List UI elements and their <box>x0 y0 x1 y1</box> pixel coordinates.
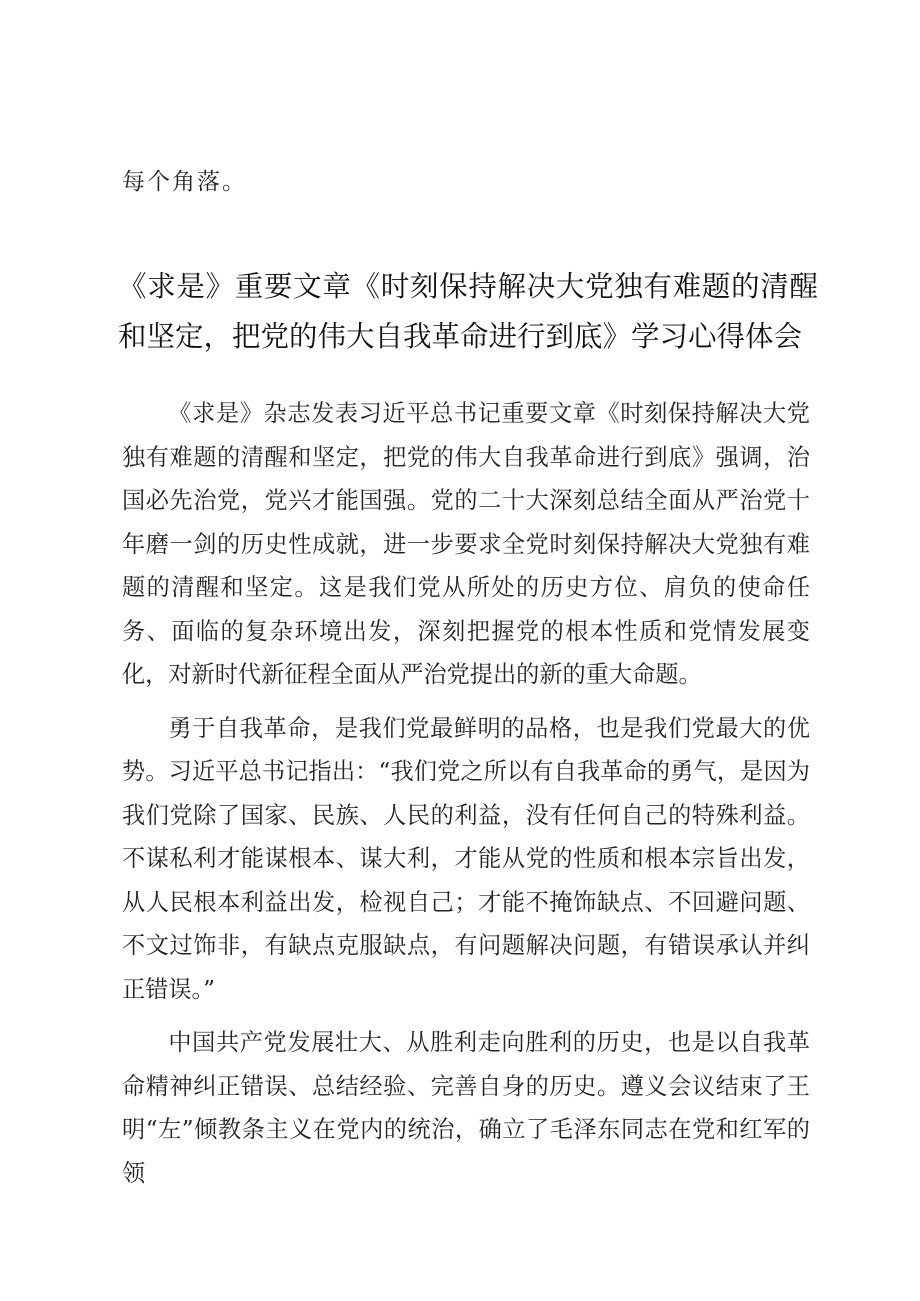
paragraph-3: 中国共产党发展壮大、从胜利走向胜利的历史，也是以自我革命精神纠正错误、总结经验、完善自身的历史。遵义会议结束了王明“左”倾教条主义在党内的统治，确立了毛泽东同志在党和红军的领 <box>122 1029 810 1187</box>
carry-over-text: 每个角落。 <box>122 169 247 195</box>
paragraph-2: 勇于自我革命，是我们党最鲜明的品格，也是我们党最大的优势。习近平总书记指出：“我们党之所以有自我革命的勇气，是因为我们党除了国家、民族、人民的利益，没有任何自己的特殊利益。不谋私利才能谋根本、谋大利，才能从党的性质和根本宗旨出发，从人民根本利益出发，检视自己；才能不掩饰缺点、不回避问题、不文过饰非，有缺点克服缺点，有问题解决问题，有错误承认并纠正错误。” <box>122 714 810 1003</box>
article-title: 《求是》重要文章《时刻保持解决大党独有难题的清醒和坚定，把党的伟大自我革命进行到底》学习心得体会 <box>118 270 818 353</box>
paragraph-1: 《求是》杂志发表习近平总书记重要文章《时刻保持解决大党独有难题的清醒和坚定，把党的伟大自我革命进行到底》强调，治国必先治党，党兴才能国强。党的二十大深刻总结全面从严治党十年磨一剑的历史性成就，进一步要求全党时刻保持解决大党独有难题的清醒和坚定。这是我们党从所处的历史方位、肩负的使命任务、面临的复杂环境出发，深刻把握党的根本性质和党情发展变化，对新时代新征程全面从严治党提出的新的重大命题。 <box>122 400 810 688</box>
article-body <box>122 392 810 1195</box>
